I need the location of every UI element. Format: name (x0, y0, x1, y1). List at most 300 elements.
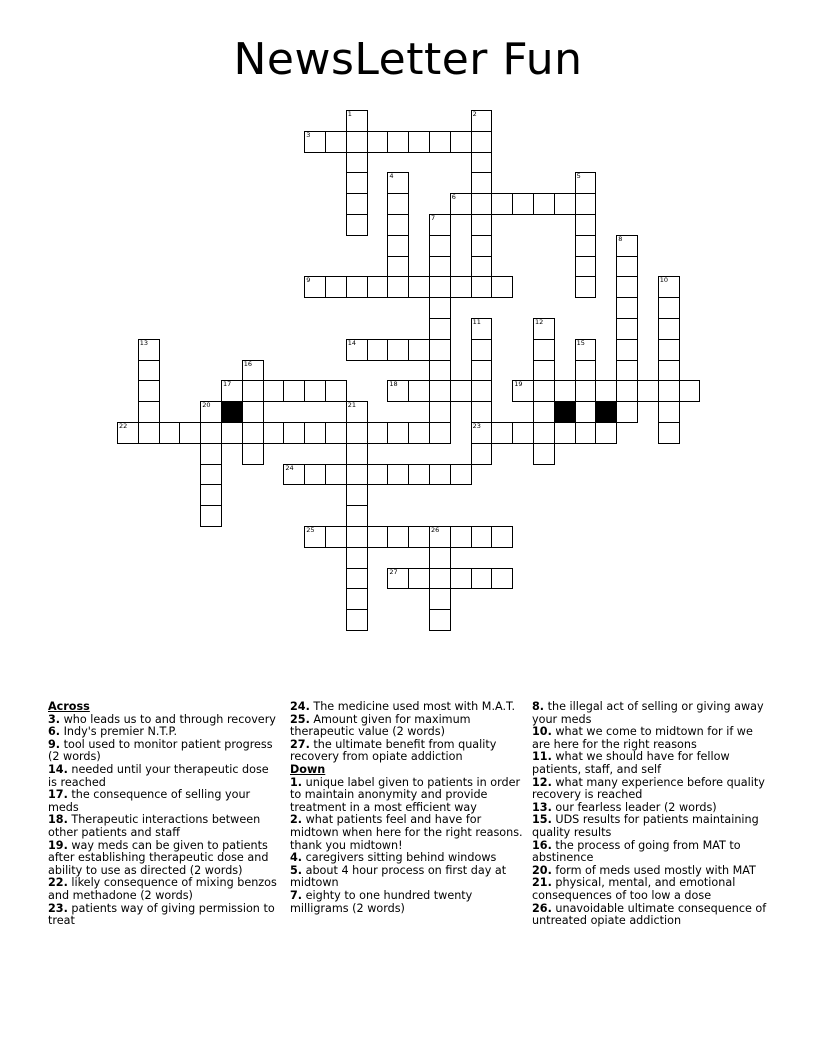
grid-cell[interactable] (387, 422, 409, 444)
cell-input[interactable] (201, 402, 221, 422)
cell-input[interactable] (368, 527, 388, 547)
grid-cell[interactable] (138, 339, 160, 361)
grid-cell[interactable] (346, 547, 368, 569)
grid-cell[interactable] (471, 276, 493, 298)
grid-cell[interactable] (346, 131, 368, 153)
cell-input[interactable] (243, 444, 263, 464)
grid-cell[interactable] (616, 401, 638, 423)
grid-cell[interactable] (408, 526, 430, 548)
cell-input[interactable] (388, 236, 408, 256)
cell-input[interactable] (534, 361, 554, 381)
cell-input[interactable] (472, 277, 492, 297)
grid-cell[interactable] (117, 422, 139, 444)
grid-cell[interactable] (387, 380, 409, 402)
cell-input[interactable] (430, 381, 450, 401)
grid-cell[interactable] (138, 360, 160, 382)
cell-input[interactable] (284, 423, 304, 443)
grid-cell[interactable] (408, 131, 430, 153)
cell-input[interactable] (409, 381, 429, 401)
cell-input[interactable] (430, 465, 450, 485)
cell-input[interactable] (534, 319, 554, 339)
grid-cell[interactable] (616, 256, 638, 278)
grid-cell[interactable] (491, 526, 513, 548)
cell-input[interactable] (472, 569, 492, 589)
cell-input[interactable] (388, 132, 408, 152)
grid-cell[interactable] (491, 193, 513, 215)
cell-input[interactable] (555, 381, 575, 401)
grid-cell[interactable] (575, 276, 597, 298)
cell-input[interactable] (243, 402, 263, 422)
grid-cell[interactable] (200, 422, 222, 444)
grid-cell[interactable] (471, 235, 493, 257)
cell-input[interactable] (201, 444, 221, 464)
cell-input[interactable] (659, 277, 679, 297)
cell-input[interactable] (409, 465, 429, 485)
cell-input[interactable] (576, 340, 596, 360)
grid-cell[interactable] (263, 380, 285, 402)
cell-input[interactable] (368, 423, 388, 443)
grid-cell[interactable] (408, 380, 430, 402)
cell-input[interactable] (388, 257, 408, 277)
grid-cell[interactable] (387, 276, 409, 298)
cell-input[interactable] (368, 132, 388, 152)
grid-cell[interactable] (346, 339, 368, 361)
cell-input[interactable] (326, 465, 346, 485)
grid-cell[interactable] (387, 568, 409, 590)
cell-input[interactable] (326, 423, 346, 443)
grid-cell[interactable] (471, 380, 493, 402)
grid-cell[interactable] (429, 235, 451, 257)
grid-cell[interactable] (575, 360, 597, 382)
cell-input[interactable] (347, 506, 367, 526)
cell-input[interactable] (305, 527, 325, 547)
grid-cell[interactable] (346, 110, 368, 132)
grid-cell[interactable] (658, 318, 680, 340)
cell-input[interactable] (160, 423, 180, 443)
cell-input[interactable] (430, 319, 450, 339)
grid-cell[interactable] (658, 401, 680, 423)
cell-input[interactable] (305, 277, 325, 297)
cell-input[interactable] (430, 527, 450, 547)
cell-input[interactable] (284, 465, 304, 485)
cell-input[interactable] (534, 340, 554, 360)
cell-input[interactable] (555, 423, 575, 443)
grid-cell[interactable] (637, 380, 659, 402)
grid-cell[interactable] (387, 235, 409, 257)
grid-cell[interactable] (346, 484, 368, 506)
cell-input[interactable] (409, 527, 429, 547)
cell-input[interactable] (409, 423, 429, 443)
cell-input[interactable] (534, 194, 554, 214)
cell-input[interactable] (617, 402, 637, 422)
cell-input[interactable] (472, 319, 492, 339)
grid-cell[interactable] (575, 422, 597, 444)
grid-cell[interactable] (200, 401, 222, 423)
cell-input[interactable] (617, 236, 637, 256)
grid-cell[interactable] (387, 193, 409, 215)
grid-cell[interactable] (304, 131, 326, 153)
grid-cell[interactable] (450, 568, 472, 590)
grid-cell[interactable] (471, 318, 493, 340)
cell-input[interactable] (326, 381, 346, 401)
cell-input[interactable] (472, 111, 492, 131)
cell-input[interactable] (326, 527, 346, 547)
grid-cell[interactable] (450, 380, 472, 402)
cell-input[interactable] (368, 340, 388, 360)
cell-input[interactable] (451, 277, 471, 297)
cell-input[interactable] (659, 402, 679, 422)
grid-cell[interactable] (471, 193, 493, 215)
grid-cell[interactable] (367, 131, 389, 153)
grid-cell[interactable] (346, 152, 368, 174)
grid-cell[interactable] (471, 422, 493, 444)
grid-cell[interactable] (200, 505, 222, 527)
grid-cell[interactable] (616, 235, 638, 257)
cell-input[interactable] (430, 548, 450, 568)
grid-cell[interactable] (346, 401, 368, 423)
cell-input[interactable] (451, 381, 471, 401)
cell-input[interactable] (347, 132, 367, 152)
cell-input[interactable] (472, 215, 492, 235)
cell-input[interactable] (347, 589, 367, 609)
cell-input[interactable] (347, 485, 367, 505)
cell-input[interactable] (347, 111, 367, 131)
cell-input[interactable] (430, 298, 450, 318)
cell-input[interactable] (430, 236, 450, 256)
cell-input[interactable] (118, 423, 138, 443)
cell-input[interactable] (617, 257, 637, 277)
cell-input[interactable] (596, 423, 616, 443)
grid-cell[interactable] (595, 380, 617, 402)
cell-input[interactable] (409, 132, 429, 152)
cell-input[interactable] (472, 132, 492, 152)
grid-cell[interactable] (200, 464, 222, 486)
grid-cell[interactable] (346, 609, 368, 631)
grid-cell[interactable] (346, 172, 368, 194)
grid-cell[interactable] (471, 152, 493, 174)
cell-input[interactable] (472, 402, 492, 422)
grid-cell[interactable] (429, 401, 451, 423)
cell-input[interactable] (659, 361, 679, 381)
grid-cell[interactable] (491, 568, 513, 590)
grid-cell[interactable] (304, 422, 326, 444)
cell-input[interactable] (243, 361, 263, 381)
cell-input[interactable] (388, 527, 408, 547)
cell-input[interactable] (347, 340, 367, 360)
grid-cell[interactable] (304, 526, 326, 548)
cell-input[interactable] (388, 423, 408, 443)
grid-cell[interactable] (346, 588, 368, 610)
grid-cell[interactable] (346, 505, 368, 527)
cell-input[interactable] (576, 381, 596, 401)
grid-cell[interactable] (491, 276, 513, 298)
grid-cell[interactable] (367, 526, 389, 548)
cell-input[interactable] (326, 277, 346, 297)
grid-cell[interactable] (346, 214, 368, 236)
cell-input[interactable] (534, 381, 554, 401)
grid-cell[interactable] (367, 276, 389, 298)
cell-input[interactable] (513, 423, 533, 443)
cell-input[interactable] (347, 153, 367, 173)
grid-cell[interactable] (283, 380, 305, 402)
cell-input[interactable] (617, 319, 637, 339)
cell-input[interactable] (388, 173, 408, 193)
grid-cell[interactable] (346, 422, 368, 444)
cell-input[interactable] (139, 381, 159, 401)
grid-cell[interactable] (242, 401, 264, 423)
cell-input[interactable] (492, 194, 512, 214)
grid-cell[interactable] (408, 568, 430, 590)
cell-input[interactable] (139, 402, 159, 422)
cell-input[interactable] (388, 194, 408, 214)
grid-cell[interactable] (367, 422, 389, 444)
cell-input[interactable] (222, 381, 242, 401)
grid-cell[interactable] (471, 443, 493, 465)
cell-input[interactable] (617, 277, 637, 297)
cell-input[interactable] (451, 194, 471, 214)
cell-input[interactable] (347, 173, 367, 193)
grid-cell[interactable] (263, 422, 285, 444)
cell-input[interactable] (534, 444, 554, 464)
cell-input[interactable] (201, 423, 221, 443)
grid-cell[interactable] (658, 422, 680, 444)
cell-input[interactable] (264, 423, 284, 443)
grid-cell[interactable] (616, 380, 638, 402)
cell-input[interactable] (139, 361, 159, 381)
grid-cell[interactable] (200, 443, 222, 465)
grid-cell[interactable] (242, 380, 264, 402)
grid-cell[interactable] (429, 422, 451, 444)
cell-input[interactable] (409, 277, 429, 297)
cell-input[interactable] (659, 340, 679, 360)
cell-input[interactable] (139, 340, 159, 360)
cell-input[interactable] (243, 423, 263, 443)
grid-cell[interactable] (387, 526, 409, 548)
grid-cell[interactable] (325, 131, 347, 153)
grid-cell[interactable] (346, 276, 368, 298)
cell-input[interactable] (555, 194, 575, 214)
grid-cell[interactable] (616, 360, 638, 382)
cell-input[interactable] (388, 277, 408, 297)
cell-input[interactable] (368, 277, 388, 297)
grid-cell[interactable] (408, 464, 430, 486)
grid-cell[interactable] (533, 401, 555, 423)
grid-cell[interactable] (367, 339, 389, 361)
cell-input[interactable] (430, 132, 450, 152)
grid-cell[interactable] (575, 256, 597, 278)
cell-input[interactable] (347, 527, 367, 547)
cell-input[interactable] (243, 381, 263, 401)
grid-cell[interactable] (408, 422, 430, 444)
cell-input[interactable] (576, 361, 596, 381)
grid-cell[interactable] (429, 297, 451, 319)
grid-cell[interactable] (658, 276, 680, 298)
grid-cell[interactable] (575, 235, 597, 257)
cell-input[interactable] (451, 132, 471, 152)
grid-cell[interactable] (304, 464, 326, 486)
grid-cell[interactable] (200, 484, 222, 506)
grid-cell[interactable] (658, 380, 680, 402)
grid-cell[interactable] (387, 131, 409, 153)
grid-cell[interactable] (346, 443, 368, 465)
cell-input[interactable] (472, 194, 492, 214)
grid-cell[interactable] (616, 297, 638, 319)
grid-cell[interactable] (325, 276, 347, 298)
grid-cell[interactable] (283, 422, 305, 444)
cell-input[interactable] (451, 527, 471, 547)
grid-cell[interactable] (575, 172, 597, 194)
grid-cell[interactable] (658, 360, 680, 382)
cell-input[interactable] (430, 257, 450, 277)
grid-cell[interactable] (346, 526, 368, 548)
cell-input[interactable] (659, 298, 679, 318)
grid-cell[interactable] (138, 380, 160, 402)
grid-cell[interactable] (658, 297, 680, 319)
cell-input[interactable] (430, 215, 450, 235)
grid-cell[interactable] (346, 568, 368, 590)
grid-cell[interactable] (595, 422, 617, 444)
cell-input[interactable] (472, 361, 492, 381)
grid-cell[interactable] (471, 568, 493, 590)
grid-cell[interactable] (429, 547, 451, 569)
grid-cell[interactable] (471, 339, 493, 361)
grid-cell[interactable] (138, 422, 160, 444)
cell-input[interactable] (201, 485, 221, 505)
cell-input[interactable] (513, 381, 533, 401)
grid-cell[interactable] (179, 422, 201, 444)
cell-input[interactable] (284, 381, 304, 401)
cell-input[interactable] (347, 423, 367, 443)
cell-input[interactable] (222, 423, 242, 443)
grid-cell[interactable] (221, 422, 243, 444)
grid-cell[interactable] (512, 380, 534, 402)
cell-input[interactable] (347, 277, 367, 297)
grid-cell[interactable] (533, 443, 555, 465)
cell-input[interactable] (472, 257, 492, 277)
cell-input[interactable] (617, 361, 637, 381)
grid-cell[interactable] (471, 526, 493, 548)
cell-input[interactable] (347, 194, 367, 214)
grid-cell[interactable] (242, 443, 264, 465)
cell-input[interactable] (430, 569, 450, 589)
grid-cell[interactable] (221, 380, 243, 402)
grid-cell[interactable] (450, 131, 472, 153)
grid-cell[interactable] (387, 464, 409, 486)
cell-input[interactable] (617, 298, 637, 318)
grid-cell[interactable] (554, 193, 576, 215)
cell-input[interactable] (472, 444, 492, 464)
cell-input[interactable] (430, 340, 450, 360)
cell-input[interactable] (388, 569, 408, 589)
grid-cell[interactable] (283, 464, 305, 486)
cell-input[interactable] (617, 381, 637, 401)
grid-cell[interactable] (575, 339, 597, 361)
cell-input[interactable] (492, 527, 512, 547)
cell-input[interactable] (451, 569, 471, 589)
grid-cell[interactable] (387, 256, 409, 278)
cell-input[interactable] (472, 173, 492, 193)
grid-cell[interactable] (429, 609, 451, 631)
cell-input[interactable] (617, 340, 637, 360)
grid-cell[interactable] (242, 422, 264, 444)
grid-cell[interactable] (429, 568, 451, 590)
cell-input[interactable] (201, 506, 221, 526)
cell-input[interactable] (201, 465, 221, 485)
cell-input[interactable] (347, 402, 367, 422)
cell-input[interactable] (659, 381, 679, 401)
cell-input[interactable] (576, 402, 596, 422)
cell-input[interactable] (576, 423, 596, 443)
grid-cell[interactable] (408, 276, 430, 298)
grid-cell[interactable] (325, 526, 347, 548)
cell-input[interactable] (368, 465, 388, 485)
cell-input[interactable] (139, 423, 159, 443)
grid-cell[interactable] (471, 401, 493, 423)
cell-input[interactable] (388, 215, 408, 235)
cell-input[interactable] (326, 132, 346, 152)
grid-cell[interactable] (616, 339, 638, 361)
cell-input[interactable] (638, 381, 658, 401)
grid-cell[interactable] (429, 360, 451, 382)
grid-cell[interactable] (450, 464, 472, 486)
grid-cell[interactable] (429, 339, 451, 361)
grid-cell[interactable] (325, 464, 347, 486)
grid-cell[interactable] (575, 214, 597, 236)
grid-cell[interactable] (471, 110, 493, 132)
cell-input[interactable] (264, 381, 284, 401)
cell-input[interactable] (430, 402, 450, 422)
grid-cell[interactable] (512, 422, 534, 444)
grid-cell[interactable] (429, 131, 451, 153)
cell-input[interactable] (576, 173, 596, 193)
grid-cell[interactable] (533, 380, 555, 402)
cell-input[interactable] (430, 423, 450, 443)
grid-cell[interactable] (471, 214, 493, 236)
cell-input[interactable] (347, 610, 367, 630)
grid-cell[interactable] (325, 380, 347, 402)
grid-cell[interactable] (346, 464, 368, 486)
grid-cell[interactable] (429, 256, 451, 278)
cell-input[interactable] (472, 236, 492, 256)
grid-cell[interactable] (616, 276, 638, 298)
cell-input[interactable] (430, 277, 450, 297)
cell-input[interactable] (430, 610, 450, 630)
grid-cell[interactable] (304, 380, 326, 402)
cell-input[interactable] (430, 589, 450, 609)
cell-input[interactable] (659, 423, 679, 443)
cell-input[interactable] (430, 361, 450, 381)
cell-input[interactable] (534, 402, 554, 422)
grid-cell[interactable] (159, 422, 181, 444)
grid-cell[interactable] (304, 276, 326, 298)
grid-cell[interactable] (554, 380, 576, 402)
grid-cell[interactable] (138, 401, 160, 423)
grid-cell[interactable] (679, 380, 701, 402)
grid-cell[interactable] (450, 193, 472, 215)
cell-input[interactable] (513, 194, 533, 214)
cell-input[interactable] (472, 153, 492, 173)
grid-cell[interactable] (575, 380, 597, 402)
cell-input[interactable] (492, 423, 512, 443)
cell-input[interactable] (472, 381, 492, 401)
grid-cell[interactable] (387, 172, 409, 194)
grid-cell[interactable] (387, 214, 409, 236)
grid-cell[interactable] (429, 464, 451, 486)
cell-input[interactable] (659, 319, 679, 339)
grid-cell[interactable] (575, 193, 597, 215)
grid-cell[interactable] (325, 422, 347, 444)
grid-cell[interactable] (429, 214, 451, 236)
